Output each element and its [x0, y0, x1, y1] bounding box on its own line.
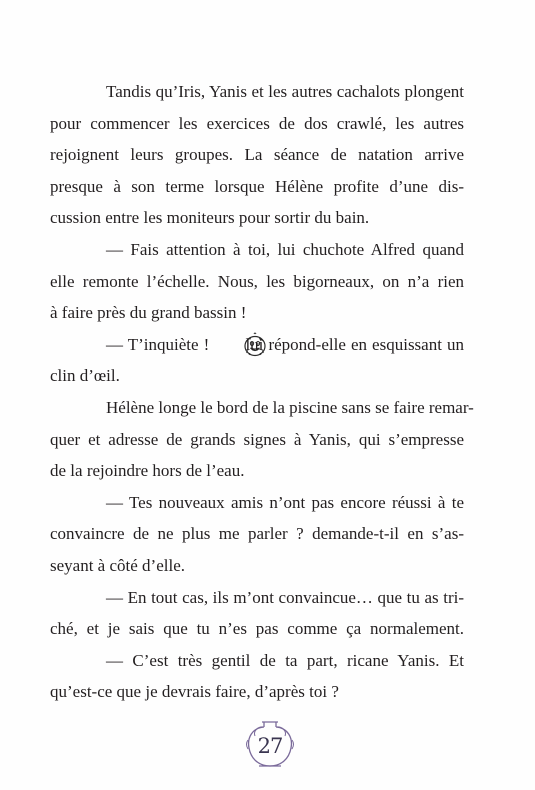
text-line: qu’est-ce que je devrais faire, d’après toi ?: [50, 682, 339, 702]
text-line: cussion entre les moniteurs pour sortir du bain.: [50, 208, 370, 228]
text-line: presque à son terme lorsque Hélène profite d’une dis-: [50, 176, 464, 196]
paragraph: [50, 76, 464, 234]
body-text: [50, 76, 474, 708]
text-fragment: lui répond-elle en esquissant un: [245, 334, 465, 354]
text-line-with-icon: [78, 329, 464, 361]
page-number: 27: [257, 734, 283, 758]
text-line: pour commencer les exercices de dos crawlé, les autres: [50, 113, 464, 133]
text-fragment: — T’inquiète !: [106, 334, 210, 354]
paragraph: [50, 645, 464, 708]
text-line: — En tout cas, ils m’ont convaincue… que tu as tri-: [106, 587, 464, 607]
text-line: Hélène longe le bord de la piscine sans se faire remar-: [106, 397, 474, 417]
text-line: Tandis qu’Iris, Yanis et les autres cachalots plongent: [106, 82, 464, 101]
paragraph: [50, 392, 474, 487]
text-line: à faire près du grand bassin !: [50, 303, 247, 323]
paragraph: [50, 329, 465, 392]
text-line: de la rejoindre hors de l’eau.: [50, 461, 245, 481]
text-line: — Fais attention à toi, lui chuchote Alfred quand: [106, 239, 464, 259]
text-line: seyant à côté d’elle.: [50, 555, 185, 575]
text-line: clin d’œil.: [50, 366, 120, 386]
cheeky-face-icon: [215, 331, 239, 357]
paragraph: [50, 582, 464, 645]
page-number-badge: [244, 718, 296, 770]
text-line: quer et adresse de grands signes à Yanis, qui s’empresse: [50, 429, 464, 449]
text-line: elle remonte l’échelle. Nous, les bigorneaux, on n’a rien: [50, 271, 464, 291]
text-line: rejoignent leurs groupes. La séance de natation arrive: [50, 145, 464, 165]
text-line: ché, et je sais que tu n’es pas comme ça normalement.: [50, 619, 464, 639]
paragraph: [50, 234, 464, 329]
text-line: convaincre de ne plus me parler ? demande-t-il en s’as-: [50, 524, 464, 544]
text-line: — Tes nouveaux amis n’ont pas encore réussi à te: [106, 492, 464, 512]
paragraph: [50, 487, 464, 582]
text-line: — C’est très gentil de ta part, ricane Yanis. Et: [106, 650, 464, 670]
